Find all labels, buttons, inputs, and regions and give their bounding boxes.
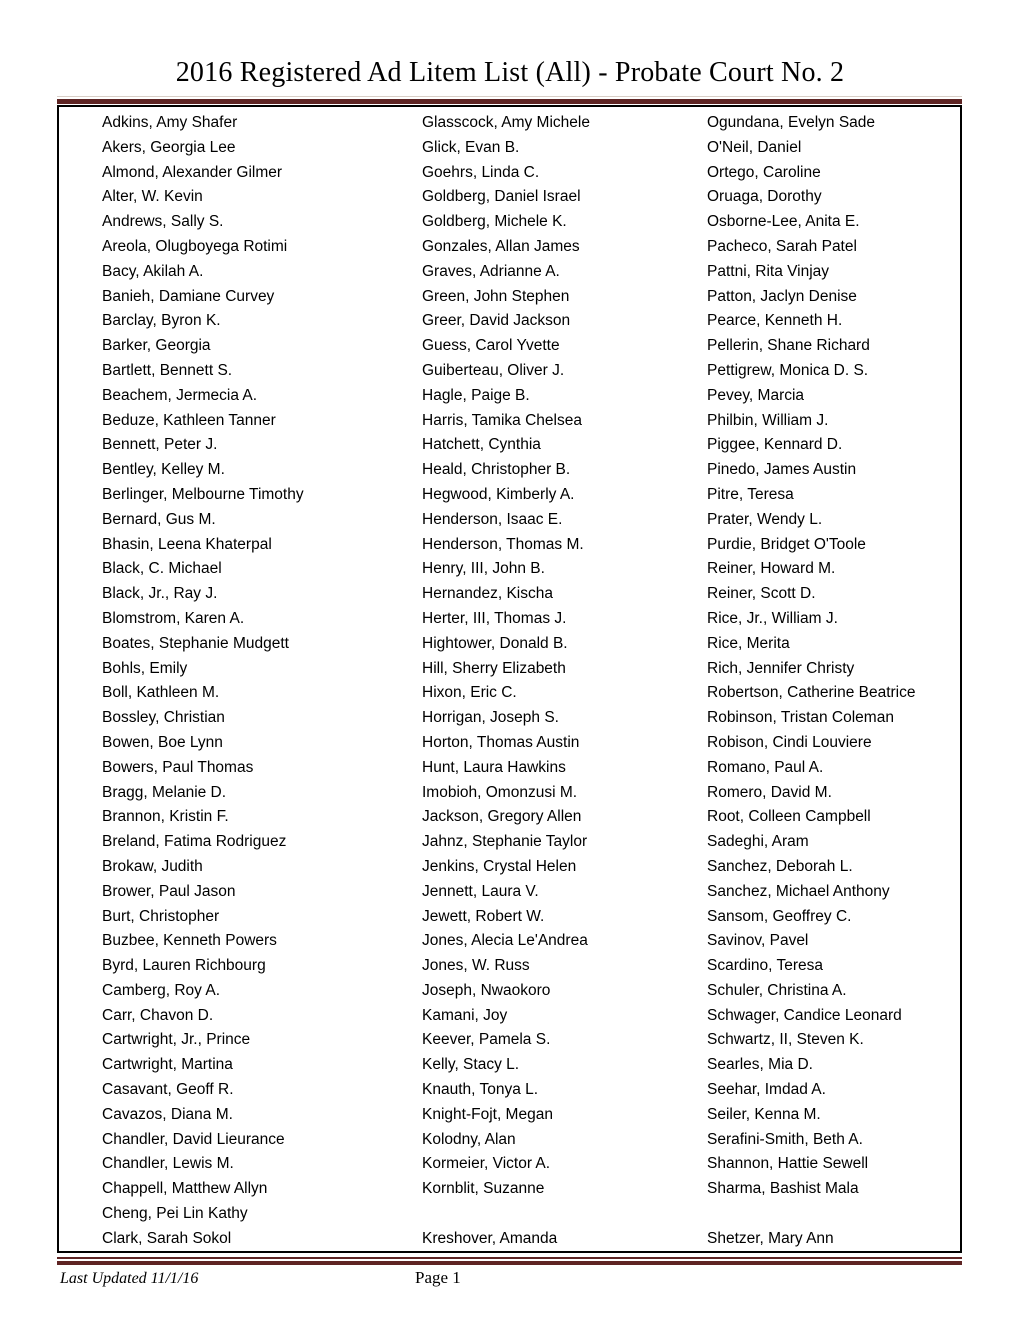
- list-item: Oruaga, Dorothy: [707, 188, 822, 206]
- list-item: Bohls, Emily: [102, 659, 188, 677]
- list-item: Sanchez, Michael Anthony: [707, 882, 890, 900]
- list-item: Hixon, Eric C.: [422, 684, 517, 702]
- list-item: Henry, III, John B.: [422, 560, 545, 578]
- roster-column-2: [422, 111, 707, 1251]
- list-item: O'Neil, Daniel: [707, 138, 802, 156]
- list-item: Glick, Evan B.: [422, 138, 520, 156]
- list-item: Savinov, Pavel: [707, 932, 809, 950]
- list-item: Greer, David Jackson: [422, 312, 571, 330]
- list-item: Schwartz, II, Steven K.: [707, 1031, 864, 1049]
- footer-divider-thin: [57, 1257, 962, 1259]
- list-item: Pinedo, James Austin: [707, 461, 857, 479]
- list-item: Hightower, Donald B.: [422, 634, 568, 652]
- list-item: Black, Jr., Ray J.: [102, 585, 218, 603]
- list-item: Gonzales, Allan James: [422, 237, 580, 255]
- list-item: Jewett, Robert W.: [422, 907, 545, 925]
- list-item: Hunt, Laura Hawkins: [422, 758, 566, 776]
- list-item: Purdie, Bridget O'Toole: [707, 535, 866, 553]
- list-item: Akers, Georgia Lee: [102, 138, 236, 156]
- list-item: Henderson, Isaac E.: [422, 510, 563, 528]
- list-item: Keever, Pamela S.: [422, 1031, 551, 1049]
- list-item: Root, Colleen Campbell: [707, 808, 871, 826]
- list-item: Jones, W. Russ: [422, 957, 530, 975]
- list-item: Almond, Alexander Gilmer: [102, 163, 283, 181]
- list-item: Graves, Adrianne A.: [422, 262, 560, 280]
- list-item: Horton, Thomas Austin: [422, 733, 580, 751]
- list-item: Cartwright, Martina: [102, 1056, 233, 1074]
- list-item: Knauth, Tonya L.: [422, 1081, 539, 1099]
- list-item: Bartlett, Bennett S.: [102, 361, 233, 379]
- list-item: Barclay, Byron K.: [102, 312, 221, 330]
- list-item: Seiler, Kenna M.: [707, 1105, 821, 1123]
- list-item: Jenkins, Crystal Helen: [422, 857, 577, 875]
- list-item: Schwager, Candice Leonard: [707, 1006, 902, 1024]
- list-item: Goldberg, Michele K.: [422, 213, 567, 231]
- list-item: Cheng, Pei Lin Kathy: [102, 1205, 248, 1223]
- list-item: Brannon, Kristin F.: [102, 808, 229, 826]
- list-item: Philbin, William J.: [707, 411, 829, 429]
- list-item: Chappell, Matthew Allyn: [102, 1180, 268, 1198]
- list-item: Guiberteau, Oliver J.: [422, 361, 565, 379]
- page-title: 2016 Registered Ad Litem List (All) - Probate Court No. 2: [175, 57, 845, 88]
- list-item: Bacy, Akilah A.: [102, 262, 204, 280]
- list-item: Henderson, Thomas M.: [422, 535, 584, 553]
- list-item: Rice, Merita: [707, 634, 790, 652]
- list-item: Robinson, Tristan Coleman: [707, 709, 894, 727]
- list-item: Herter, III, Thomas J.: [422, 609, 567, 627]
- list-item: Romero, David M.: [707, 783, 832, 801]
- roster-table: [57, 105, 962, 1253]
- list-item: Ortego, Caroline: [707, 163, 821, 181]
- list-item: Hatchett, Cynthia: [422, 436, 541, 454]
- title-divider-thin: [57, 96, 962, 97]
- list-item: Bennett, Peter J.: [102, 436, 218, 454]
- list-item: Hernandez, Kischa: [422, 585, 553, 603]
- list-item: Adkins, Amy Shafer: [102, 114, 238, 131]
- list-item: Pevey, Marcia: [707, 386, 805, 404]
- list-item: Hagle, Paige B.: [422, 386, 530, 404]
- list-item: Harris, Tamika Chelsea: [422, 411, 582, 429]
- list-item: Boll, Kathleen M.: [102, 684, 220, 702]
- list-item: Byrd, Lauren Richbourg: [102, 957, 266, 975]
- list-item: [707, 1202, 960, 1227]
- list-item: Clark, Sarah Sokol: [102, 1229, 232, 1247]
- list-item: Bhasin, Leena Khaterpal: [102, 535, 272, 553]
- list-item: Horrigan, Joseph S.: [422, 709, 559, 727]
- list-item: Goehrs, Linda C.: [422, 163, 540, 181]
- list-item: Prater, Wendy L.: [707, 510, 823, 528]
- list-item: Kelly, Stacy L.: [422, 1056, 520, 1074]
- list-item: Sadeghi, Aram: [707, 833, 809, 851]
- list-item: Heald, Christopher B.: [422, 461, 571, 479]
- list-item: Chandler, Lewis M.: [102, 1155, 234, 1173]
- list-item: Pellerin, Shane Richard: [707, 337, 870, 355]
- list-item: Pitre, Teresa: [707, 485, 794, 503]
- list-item: Robertson, Catherine Beatrice: [707, 684, 916, 702]
- list-item: Bragg, Melanie D.: [102, 783, 227, 801]
- list-item: Imobioh, Omonzusi M.: [422, 783, 578, 801]
- list-item: Sansom, Geoffrey C.: [707, 907, 852, 925]
- list-item: Beachem, Jermecia A.: [102, 386, 258, 404]
- list-item: Burt, Christopher: [102, 907, 220, 925]
- title-divider-thick: [57, 99, 962, 104]
- list-item: Jennett, Laura V.: [422, 882, 539, 900]
- list-item: Glasscock, Amy Michele: [422, 114, 590, 131]
- list-item: Piggee, Kennard D.: [707, 436, 843, 454]
- list-item: Andrews, Sally S.: [102, 213, 224, 231]
- list-item: Sharma, Bashist Mala: [707, 1180, 859, 1198]
- roster-column-1: [102, 111, 422, 1251]
- list-item: Brower, Paul Jason: [102, 882, 236, 900]
- list-item: Hill, Sherry Elizabeth: [422, 659, 566, 677]
- list-item: Shetzer, Mary Ann: [707, 1229, 834, 1247]
- list-item: Beduze, Kathleen Tanner: [102, 411, 276, 429]
- list-item: Goldberg, Daniel Israel: [422, 188, 581, 206]
- list-item: Barker, Georgia: [102, 337, 211, 355]
- list-item: Searles, Mia D.: [707, 1056, 813, 1074]
- list-item: Bernard, Gus M.: [102, 510, 216, 528]
- list-item: Cavazos, Diana M.: [102, 1105, 233, 1123]
- footer-divider-thick: [57, 1261, 962, 1265]
- list-item: Robison, Cindi Louviere: [707, 733, 872, 751]
- list-item: Breland, Fatima Rodriguez: [102, 833, 287, 851]
- list-item: Osborne-Lee, Anita E.: [707, 213, 860, 231]
- list-item: Rice, Jr., William J.: [707, 609, 838, 627]
- list-item: Schuler, Christina A.: [707, 981, 847, 999]
- list-item: Jackson, Gregory Allen: [422, 808, 582, 826]
- list-item: Hegwood, Kimberly A.: [422, 485, 575, 503]
- list-item: Pacheco, Sarah Patel: [707, 237, 857, 255]
- list-item: Boates, Stephanie Mudgett: [102, 634, 289, 652]
- list-item: Reiner, Howard M.: [707, 560, 836, 578]
- list-item: Bowers, Paul Thomas: [102, 758, 254, 776]
- list-item: Alter, W. Kevin: [102, 188, 203, 206]
- list-item: Areola, Olugboyega Rotimi: [102, 237, 288, 255]
- list-item: Kreshover, Amanda: [422, 1229, 558, 1247]
- list-item: Buzbee, Kenneth Powers: [102, 932, 277, 950]
- list-item: Jahnz, Stephanie Taylor: [422, 833, 588, 851]
- list-item: Scardino, Teresa: [707, 957, 824, 975]
- list-item: Rich, Jennifer Christy: [707, 659, 855, 677]
- list-item: Shannon, Hattie Sewell: [707, 1155, 869, 1173]
- list-item: Pettigrew, Monica D. S.: [707, 361, 869, 379]
- list-item: Camberg, Roy A.: [102, 981, 221, 999]
- list-item: Casavant, Geoff R.: [102, 1081, 234, 1099]
- list-item: Knight-Fojt, Megan: [422, 1105, 553, 1123]
- list-item: Berlinger, Melbourne Timothy: [102, 485, 304, 503]
- list-item: Green, John Stephen: [422, 287, 570, 305]
- list-item: Kolodny, Alan: [422, 1130, 516, 1148]
- list-item: Ogundana, Evelyn Sade: [707, 114, 876, 131]
- list-item: Carr, Chavon D.: [102, 1006, 214, 1024]
- list-item: Brokaw, Judith: [102, 857, 203, 875]
- list-item: Pattni, Rita Vinjay: [707, 262, 830, 280]
- list-item: Banieh, Damiane Curvey: [102, 287, 275, 305]
- roster-column-3: [707, 111, 960, 1251]
- page-number-label: Page 1: [415, 1268, 461, 1287]
- list-item: Kormeier, Victor A.: [422, 1155, 551, 1173]
- list-item: Bossley, Christian: [102, 709, 225, 727]
- list-item: Joseph, Nwaokoro: [422, 981, 551, 999]
- list-item: Black, C. Michael: [102, 560, 222, 578]
- list-item: Kornblit, Suzanne: [422, 1180, 545, 1198]
- list-item: [422, 1202, 707, 1227]
- last-updated-label: Last Updated 11/1/16: [60, 1270, 199, 1287]
- list-item: Seehar, Imdad A.: [707, 1081, 826, 1099]
- list-item: Reiner, Scott D.: [707, 585, 816, 603]
- list-item: Bowen, Boe Lynn: [102, 733, 223, 751]
- list-item: Chandler, David Lieurance: [102, 1130, 285, 1148]
- list-item: Jones, Alecia Le'Andrea: [422, 932, 588, 950]
- list-item: Serafini-Smith, Beth A.: [707, 1130, 863, 1148]
- list-item: Bentley, Kelley M.: [102, 461, 225, 479]
- list-item: Pearce, Kenneth H.: [707, 312, 843, 330]
- list-item: Romano, Paul A.: [707, 758, 824, 776]
- list-item: Guess, Carol Yvette: [422, 337, 560, 355]
- list-item: Cartwright, Jr., Prince: [102, 1031, 251, 1049]
- list-item: Sanchez, Deborah L.: [707, 857, 853, 875]
- list-item: Blomstrom, Karen A.: [102, 609, 245, 627]
- list-item: Kamani, Joy: [422, 1006, 508, 1024]
- list-item: Patton, Jaclyn Denise: [707, 287, 857, 305]
